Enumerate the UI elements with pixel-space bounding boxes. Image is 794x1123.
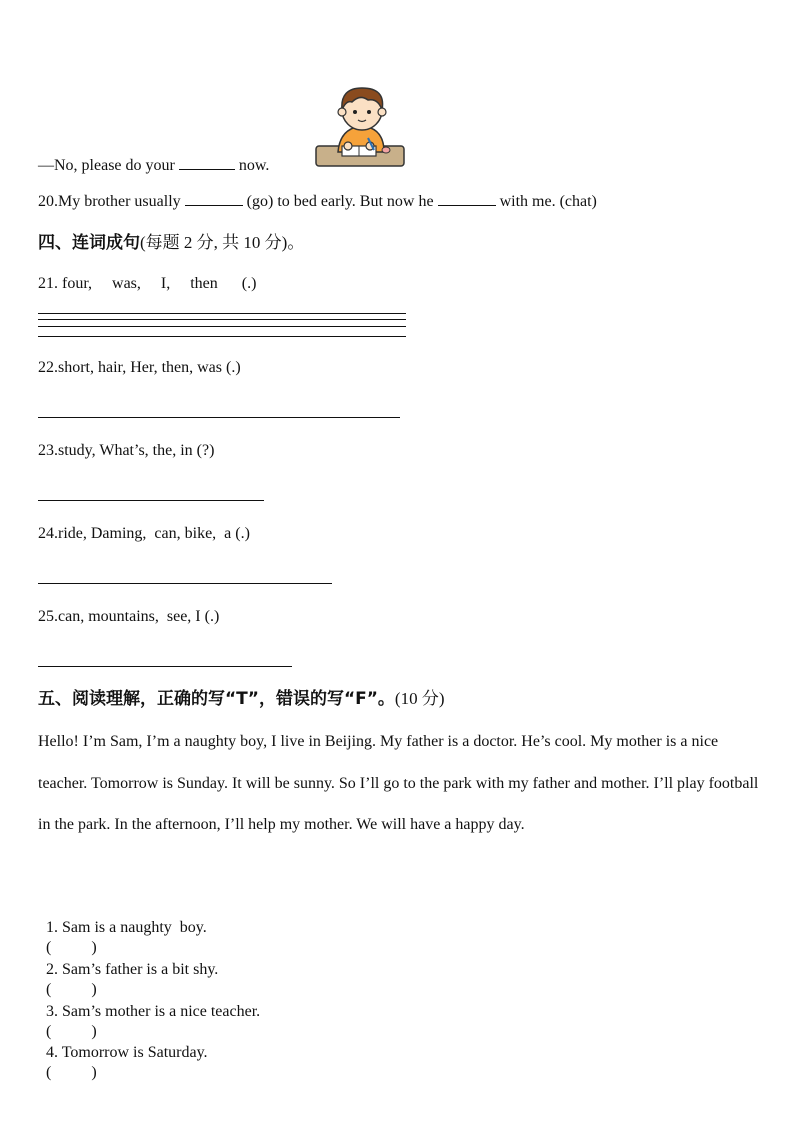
- question-24: 24.ride, Daming, can, bike, a (.): [38, 525, 250, 542]
- section-5-title: 五、阅读理解，正确的写“T”，错误的写“F”。: [38, 689, 395, 709]
- answer-line-24[interactable]: [38, 583, 332, 584]
- question-23: 23.study, What’s, the, in (?): [38, 442, 215, 459]
- answer-line-25[interactable]: [38, 666, 292, 667]
- answer-parentheses[interactable]: ( ): [46, 1023, 97, 1040]
- question-22: 22.short, hair, Her, then, was (.): [38, 359, 241, 376]
- reading-passage: Hello! I’m Sam, I’m a naughty boy, I live in Beijing. My father is a doctor. He’s cool. My mother is a nice teacher. Tomorrow is Sunday. It will be sunny. So I’ll go to the park with my father and mother. I’ll play football in the park. In the afternoon, I’ll help my mother. We will have a happy day.: [38, 733, 759, 833]
- q19-answer-line: [38, 155, 269, 176]
- writing-line[interactable]: [38, 313, 406, 314]
- section-5-heading: [38, 688, 444, 710]
- q20-blank-1[interactable]: [185, 191, 243, 206]
- writing-line[interactable]: [38, 326, 406, 327]
- section-4-title: 四、连词成句: [38, 233, 140, 253]
- judge-item-text: 4. Tomorrow is Saturday.: [46, 1044, 208, 1061]
- q19-suffix: now.: [238, 157, 270, 174]
- section-5-score: (10 分): [394, 689, 445, 708]
- boy-writing-icon: [312, 80, 408, 172]
- section-4-score: (每题 2 分, 共 10 分)。: [140, 233, 305, 252]
- answer-line-22[interactable]: [38, 417, 400, 418]
- judge-item-text: 1. Sam is a naughty boy.: [46, 919, 207, 936]
- answer-line-23[interactable]: [38, 500, 264, 501]
- writing-line[interactable]: [38, 319, 406, 320]
- question-25: 25.can, mountains, see, I (.): [38, 608, 220, 625]
- question-20: [38, 191, 597, 212]
- judge-item-text: 3. Sam’s mother is a nice teacher.: [46, 1003, 261, 1020]
- q20-text-b: (go) to bed early. But now he: [246, 193, 434, 210]
- question-21: 21. four, was, I, then (.): [38, 275, 257, 292]
- answer-parentheses[interactable]: ( ): [46, 939, 97, 956]
- q20-text-c: with me. (chat): [499, 193, 597, 210]
- section-4-heading: [38, 232, 304, 254]
- answer-parentheses[interactable]: ( ): [46, 981, 97, 998]
- q20-blank-2[interactable]: [438, 191, 496, 206]
- answer-parentheses[interactable]: ( ): [46, 1064, 97, 1081]
- q20-text-a: 20.My brother usually: [38, 193, 181, 210]
- q19-blank[interactable]: [179, 155, 235, 170]
- judge-item-text: 2. Sam’s father is a bit shy.: [46, 961, 219, 978]
- writing-line[interactable]: [38, 336, 406, 337]
- q19-prefix: —No, please do your: [38, 157, 175, 174]
- judge-item-4: [38, 1023, 208, 1083]
